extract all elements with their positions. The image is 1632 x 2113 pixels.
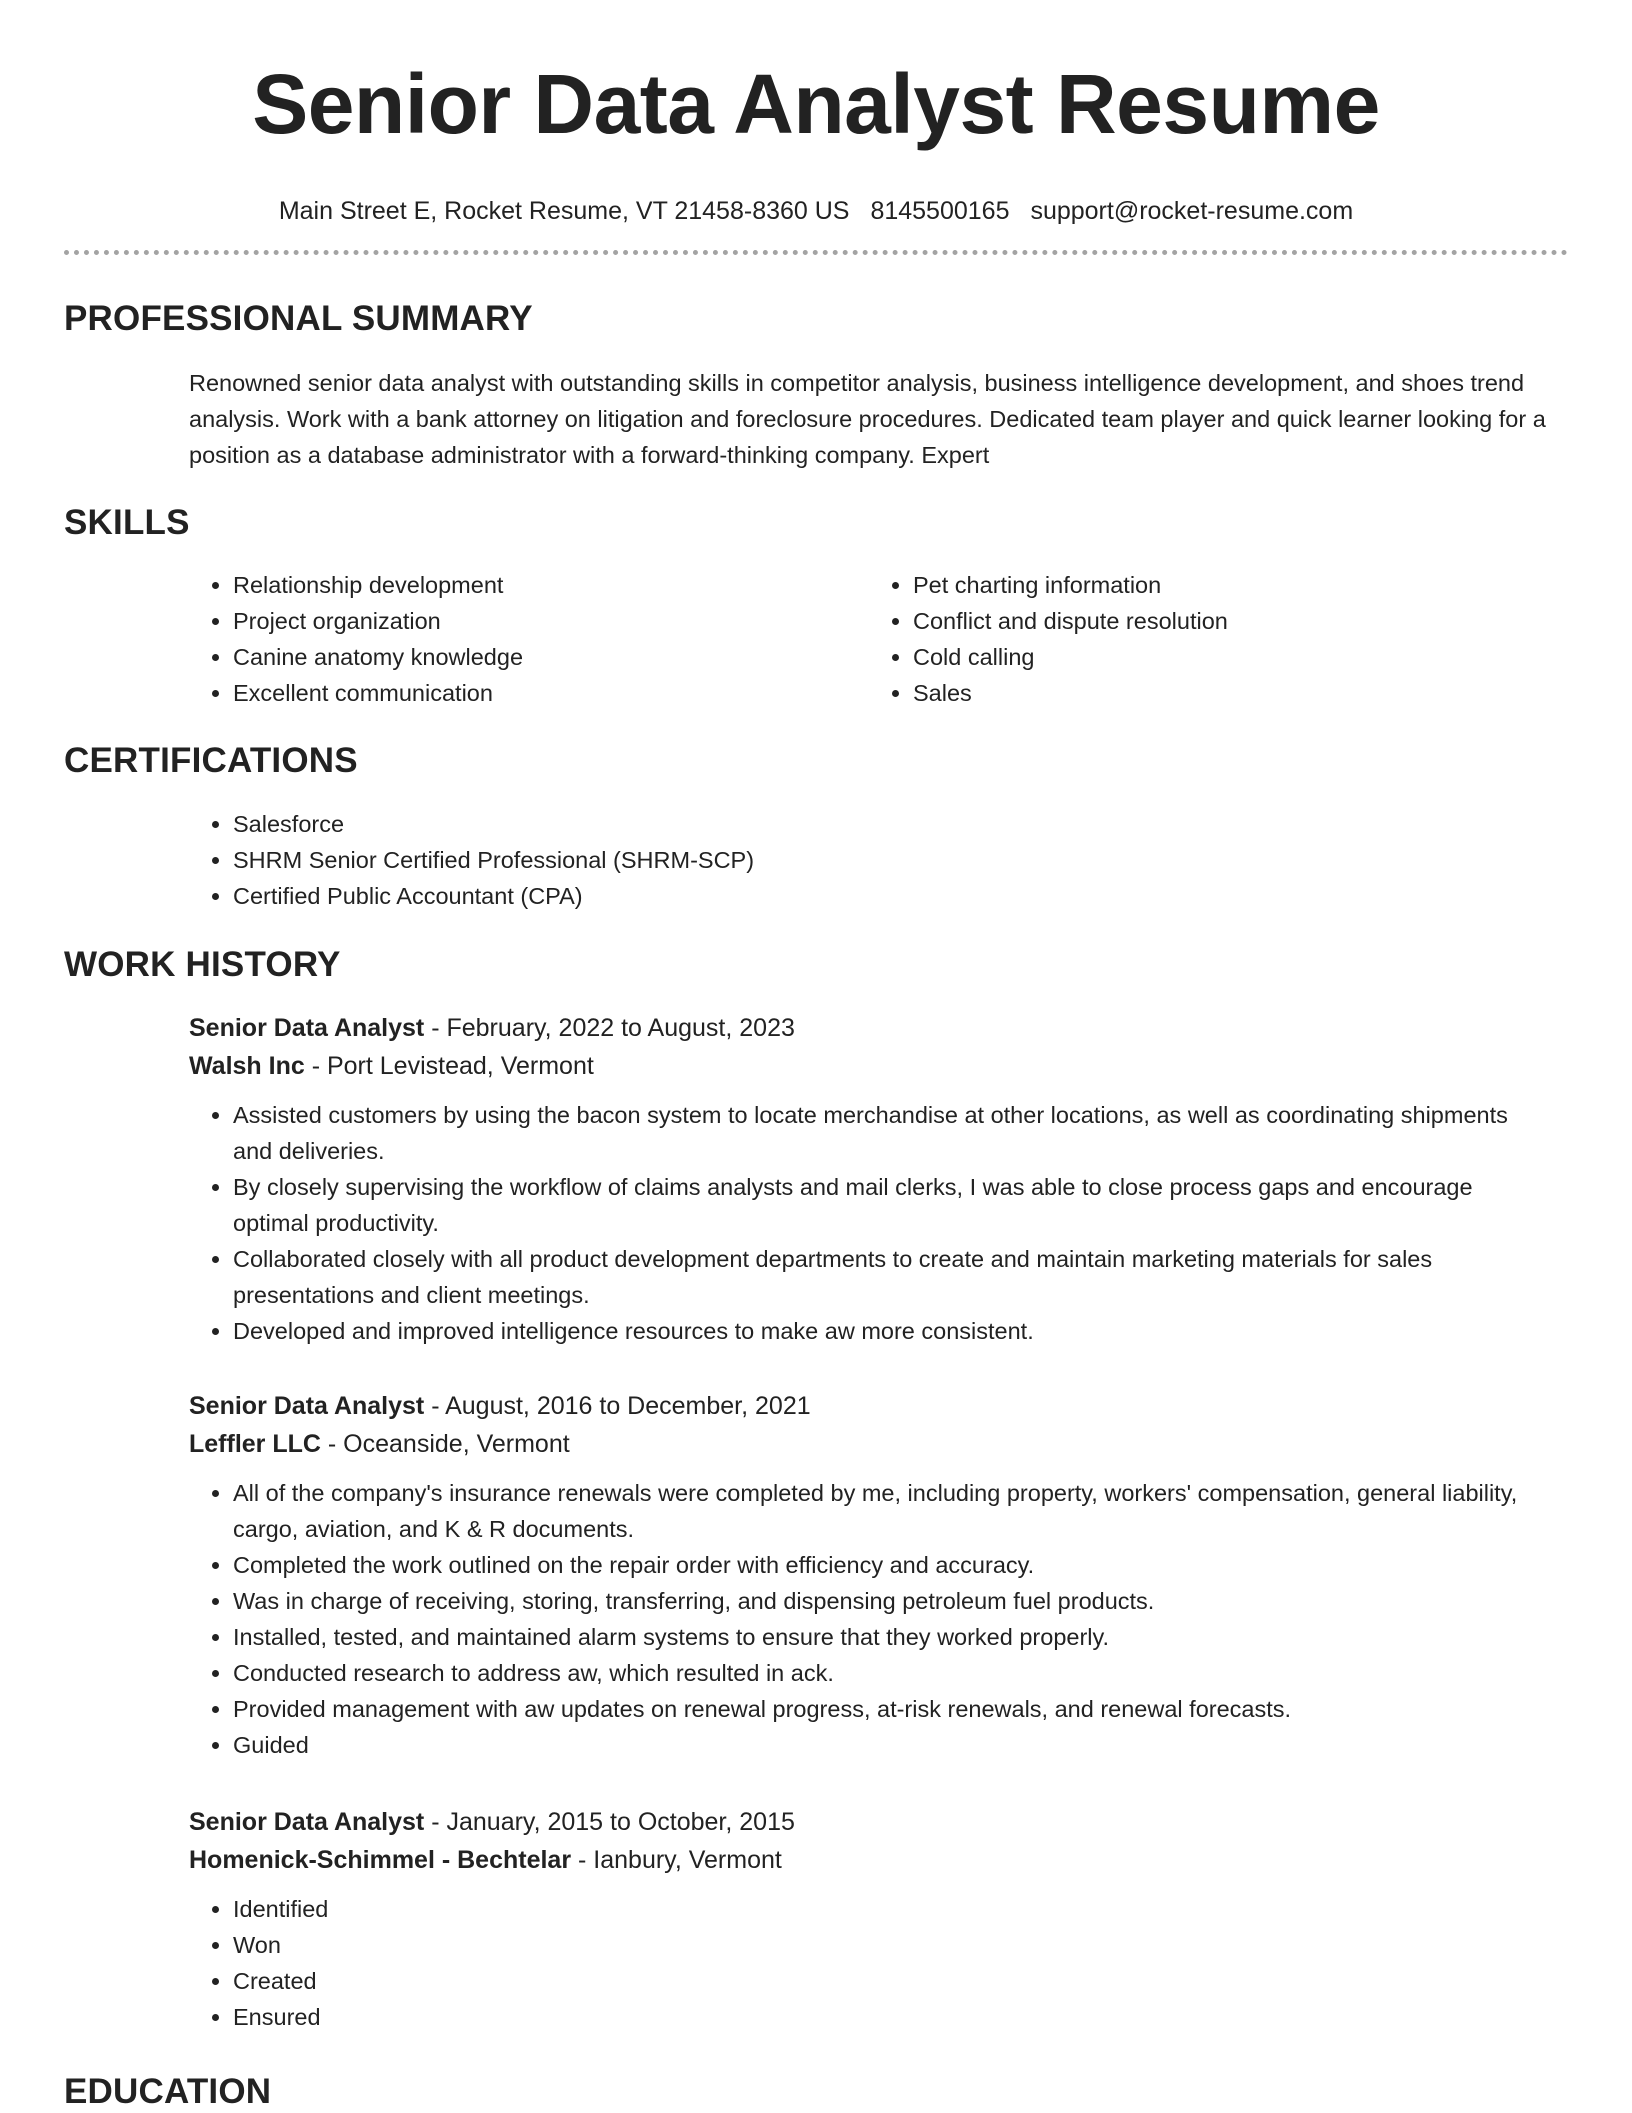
skills-list-right — [869, 567, 1549, 711]
job-location: - Ianbury, Vermont — [571, 1846, 782, 1874]
list-item: • Conducted research to address aw, which resulted in ack. — [233, 1655, 1549, 1691]
job-company: Walsh Inc — [189, 1052, 305, 1080]
list-item: • All of the company's insurance renewals were completed by me, including property, workers' compensation, general liability, cargo, aviation, and K & R documents. — [233, 1475, 1549, 1547]
list-item: • Created — [233, 1963, 1549, 1999]
list-item: • Project organization — [233, 603, 869, 639]
list-item: • Identified — [233, 1891, 1549, 1927]
job-company-line — [189, 1047, 1549, 1085]
job-title-line — [189, 1387, 1549, 1425]
job-role: Senior Data Analyst — [189, 1392, 425, 1420]
job-company-line — [189, 1425, 1549, 1463]
job-dates: - August, 2016 to December, 2021 — [424, 1392, 811, 1420]
list-item: • Won — [233, 1927, 1549, 1963]
list-item: • Installed, tested, and maintained alarm systems to ensure that they worked properly. — [233, 1619, 1549, 1655]
job-bullets — [189, 1475, 1549, 1763]
summary-text: Renowned senior data analyst with outstanding skills in competitor analysis, business intelligence development, and shoes trend analysis. Work with a bank attorney on litigation and foreclosure procedures. Dedicated team player and quick learner looking for a position as a database administrator with a forward-thinking company. Expert — [189, 370, 1546, 468]
list-item: • Canine anatomy knowledge — [233, 639, 869, 675]
header-divider — [64, 250, 1568, 255]
section-title-work-history: WORK HISTORY — [64, 945, 341, 984]
list-item: • Pet charting information — [913, 567, 1549, 603]
section-title-skills: SKILLS — [64, 503, 190, 542]
list-item: • Developed and improved intelligence resources to make aw more consistent. — [233, 1313, 1549, 1349]
list-item: • Collaborated closely with all product development departments to create and maintain marketing materials for sales presentations and client meetings. — [233, 1241, 1549, 1313]
list-item: • Completed the work outlined on the repair order with efficiency and accuracy. — [233, 1547, 1549, 1583]
certifications-block — [189, 806, 1549, 914]
list-item: • SHRM Senior Certified Professional (SHRM-SCP) — [233, 842, 1549, 878]
skills-list-left — [189, 567, 869, 711]
list-item: • Assisted customers by using the bacon system to locate merchandise at other locations, as well as coordinating shipments and deliveries. — [233, 1097, 1549, 1169]
job-bullets — [189, 1891, 1549, 2035]
list-item: • Relationship development — [233, 567, 869, 603]
job-role: Senior Data Analyst — [189, 1808, 425, 1836]
list-item: • Cold calling — [913, 639, 1549, 675]
job-title-line — [189, 1803, 1549, 1841]
section-title-summary: PROFESSIONAL SUMMARY — [64, 299, 533, 338]
list-item: • Salesforce — [233, 806, 1549, 842]
list-item: • Ensured — [233, 1999, 1549, 2035]
skills-columns — [189, 567, 1549, 711]
job-entry — [189, 1387, 1549, 1763]
certifications-list — [189, 806, 1549, 914]
contact-email: support@rocket-resume.com — [1030, 197, 1354, 225]
list-item: • Sales — [913, 675, 1549, 711]
summary-block — [189, 365, 1549, 473]
job-company-line — [189, 1841, 1549, 1879]
list-item: • Guided — [233, 1727, 1549, 1763]
section-title-education: EDUCATION — [64, 2072, 272, 2111]
list-item: • Excellent communication — [233, 675, 869, 711]
contact-line — [0, 194, 1632, 228]
job-company: Homenick-Schimmel - Bechtelar — [189, 1846, 572, 1874]
list-item: • Conflict and dispute resolution — [913, 603, 1549, 639]
contact-address: Main Street E, Rocket Resume, VT 21458-8360 US — [278, 197, 850, 225]
job-dates: - February, 2022 to August, 2023 — [424, 1014, 795, 1042]
job-company: Leffler LLC — [189, 1430, 321, 1458]
contact-phone: 8145500165 — [870, 197, 1010, 225]
page-title: Senior Data Analyst Resume — [252, 57, 1380, 151]
resume-header — [0, 0, 1632, 228]
job-role: Senior Data Analyst — [189, 1014, 425, 1042]
job-title-line — [189, 1009, 1549, 1047]
job-bullets — [189, 1097, 1549, 1349]
list-item: • By closely supervising the workflow of claims analysts and mail clerks, I was able to close process gaps and encourage optimal productivity. — [233, 1169, 1549, 1241]
job-entry — [189, 1009, 1549, 1349]
job-location: - Oceanside, Vermont — [320, 1430, 570, 1458]
section-title-certifications: CERTIFICATIONS — [64, 741, 358, 780]
list-item: • Provided management with aw updates on renewal progress, at-risk renewals, and renewal forecasts. — [233, 1691, 1549, 1727]
list-item: • Certified Public Accountant (CPA) — [233, 878, 1549, 914]
list-item: • Was in charge of receiving, storing, transferring, and dispensing petroleum fuel products. — [233, 1583, 1549, 1619]
job-entry — [189, 1803, 1549, 2035]
job-location: - Port Levistead, Vermont — [304, 1052, 594, 1080]
skills-block — [189, 567, 1549, 711]
job-dates: - January, 2015 to October, 2015 — [424, 1808, 795, 1836]
